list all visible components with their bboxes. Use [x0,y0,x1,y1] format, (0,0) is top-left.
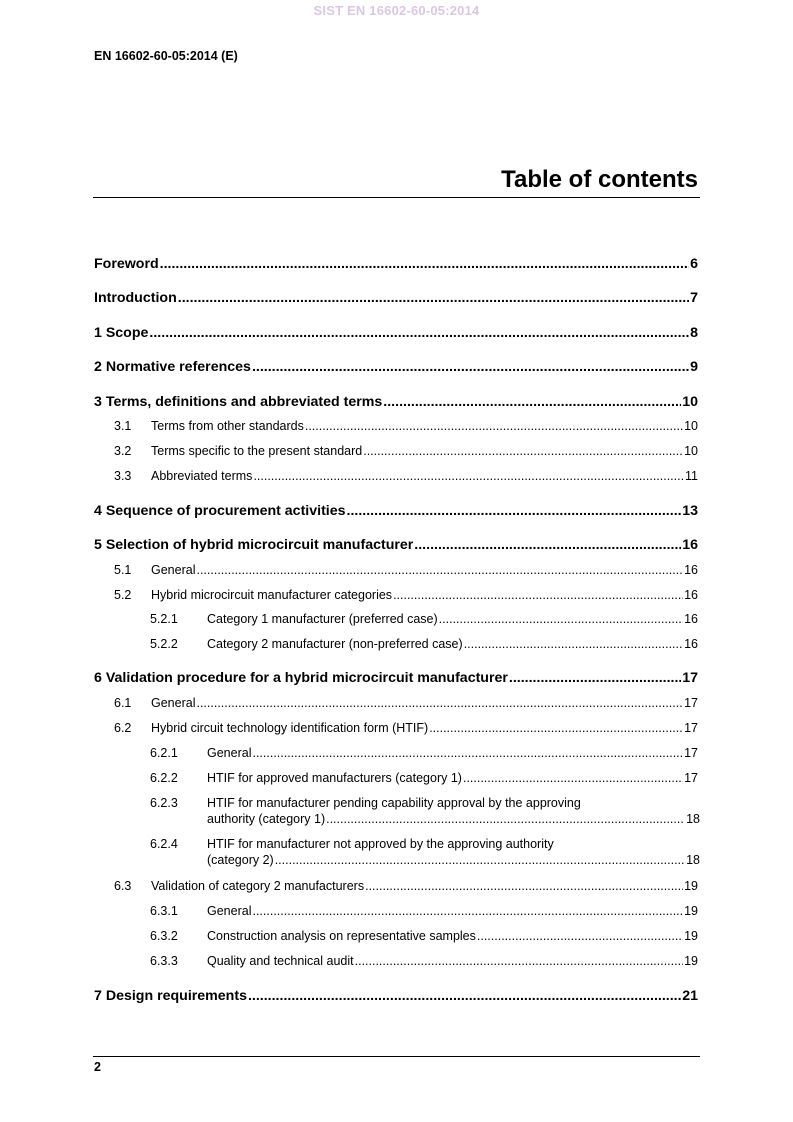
toc-entry-selection[interactable] [0,537,793,553]
page-title: Table of contents [501,166,698,193]
title-divider [93,197,700,198]
dot-leader [196,696,683,710]
toc-entry-page: 17 [684,746,698,760]
toc-entry-label: General [151,563,196,577]
toc-entry-page: 6 [690,256,698,272]
dot-leader [414,537,681,553]
toc-entry-page: 16 [684,612,698,626]
toc-entry-number: 6.2.2 [150,771,178,785]
toc-entry-6-3-2[interactable] [0,929,793,943]
toc-entry-page: 9 [690,359,698,375]
toc-entry-page: 18 [686,812,700,826]
toc-entry-label: Introduction [94,290,177,306]
dot-leader [383,394,681,410]
toc-entry-6-2-1[interactable] [0,746,793,760]
toc-entry-3-3[interactable] [0,469,793,483]
toc-entry-label-line1: HTIF for manufacturer pending capability approval by the approving [207,796,581,810]
toc-entry-3-2[interactable] [0,444,793,458]
toc-entry-page: 19 [684,954,698,968]
dot-leader [509,670,681,686]
toc-entry-3-1[interactable] [0,419,793,433]
toc-entry-normative-references[interactable] [0,359,793,375]
toc-entry-6-1[interactable] [0,696,793,710]
toc-entry-page: 7 [690,290,698,306]
toc-entry-page: 16 [682,537,698,553]
toc-entry-6-2[interactable] [0,721,793,735]
toc-entry-6-2-2[interactable] [0,771,793,785]
page-number: 2 [94,1060,101,1074]
toc-entry-number: 6.2.1 [150,746,178,760]
dot-leader [365,879,683,893]
toc-entry-label: Abbreviated terms [151,469,253,483]
toc-entry-label-line2: authority (category 1) [207,812,326,826]
toc-entry-number: 6.3 [114,879,132,893]
toc-entry-page: 8 [690,325,698,341]
toc-entry-page: 18 [686,853,700,867]
dot-leader [439,612,683,626]
dot-leader [196,563,683,577]
toc-entry-label: 6 Validation procedure for a hybrid microcircuit manufacturer [94,670,508,686]
toc-entry-page: 10 [684,419,698,433]
toc-entry-page: 19 [684,904,698,918]
toc-entry-label: HTIF for approved manufacturers (category 1) [207,771,462,785]
dot-leader [347,503,682,519]
toc-entry-page: 16 [684,563,698,577]
toc-entry-label: Terms from other standards [151,419,304,433]
toc-entry-label-line2: (category 2) [207,853,274,867]
toc-entry-number: 6.2.3 [150,796,178,810]
toc-entry-page: 17 [684,696,698,710]
toc-entry-label: Hybrid circuit technology identification form (HTIF) [151,721,429,735]
dot-leader [160,256,689,272]
toc-entry-label: 7 Design requirements [94,988,247,1004]
toc-entry-label: General [207,904,252,918]
toc-entry-number: 6.3.3 [150,954,178,968]
toc-entry-5-1[interactable] [0,563,793,577]
dot-leader [463,771,683,785]
toc-entry-label: Validation of category 2 manufacturers [151,879,365,893]
toc-entry-number: 6.2 [114,721,132,735]
dot-leader [464,637,683,651]
toc-entry-scope[interactable] [0,325,793,341]
toc-entry-foreword[interactable] [0,256,793,272]
dot-leader [429,721,683,735]
toc-entry-label: Terms specific to the present standard [151,444,363,458]
toc-entry-6-3[interactable] [0,879,793,893]
toc-entry-label: Quality and technical audit [207,954,354,968]
toc-entry-number: 6.1 [114,696,132,710]
toc-entry-introduction[interactable] [0,290,793,306]
dot-leader [305,419,683,433]
toc-entry-label: 1 Scope [94,325,149,341]
toc-entry-5-2[interactable] [0,588,793,602]
toc-entry-validation[interactable] [0,670,793,686]
dot-leader [275,853,685,867]
dot-leader [253,469,684,483]
toc-entry-number: 5.2 [114,588,132,602]
toc-entry-page: 17 [684,721,698,735]
dot-leader [248,988,681,1004]
toc-entry-page: 19 [684,929,698,943]
dot-leader [252,359,689,375]
toc-entry-page: 21 [682,988,698,1004]
toc-entry-page: 13 [682,503,698,519]
toc-entry-label: 3 Terms, definitions and abbreviated terms [94,394,383,410]
dot-leader [252,746,683,760]
toc-entry-number: 3.2 [114,444,132,458]
document-code: EN 16602-60-05:2014 (E) [94,49,238,63]
toc-entry-label: General [151,696,196,710]
toc-entry-6-3-1[interactable] [0,904,793,918]
toc-entry-label: Hybrid microcircuit manufacturer categories [151,588,393,602]
toc-entry-label: Construction analysis on representative samples [207,929,476,943]
toc-entry-number: 5.1 [114,563,132,577]
toc-entry-label: 2 Normative references [94,359,251,375]
toc-entry-terms[interactable] [0,394,793,410]
toc-entry-label: Category 1 manufacturer (preferred case) [207,612,438,626]
toc-entry-label-line1: HTIF for manufacturer not approved by the approving authority [207,837,554,851]
toc-entry-page: 10 [684,444,698,458]
toc-entry-5-2-1[interactable] [0,612,793,626]
footer-divider [93,1056,700,1057]
toc-entry-page: 19 [684,879,698,893]
watermark: SIST EN 16602-60-05:2014 [313,3,480,18]
toc-entry-page: 17 [684,771,698,785]
toc-entry-label: Foreword [94,256,159,272]
toc-entry-number: 3.3 [114,469,132,483]
toc-entry-number: 3.1 [114,419,132,433]
toc-entry-design-requirements[interactable] [0,988,793,1004]
toc-entry-number: 6.3.1 [150,904,178,918]
toc-entry-number: 6.3.2 [150,929,178,943]
toc-entry-number: 6.2.4 [150,837,178,851]
toc-entry-label: 5 Selection of hybrid microcircuit manufacturer [94,537,414,553]
toc-entry-number: 5.2.2 [150,637,178,651]
dot-leader [149,325,689,341]
toc-entry-label: Category 2 manufacturer (non-preferred case) [207,637,463,651]
toc-entry-5-2-2[interactable] [0,637,793,651]
dot-leader [477,929,683,943]
toc-entry-page: 11 [685,469,698,483]
dot-leader [363,444,683,458]
dot-leader [178,290,689,306]
toc-entry-label: 4 Sequence of procurement activities [94,503,346,519]
toc-entry-page: 16 [684,588,698,602]
toc-entry-6-3-3[interactable] [0,954,793,968]
toc-entry-page: 16 [684,637,698,651]
toc-entry-procurement[interactable] [0,503,793,519]
toc-entry-label: General [207,746,252,760]
dot-leader [355,954,683,968]
dot-leader [393,588,683,602]
dot-leader [252,904,683,918]
toc-entry-page: 17 [682,670,698,686]
dot-leader [326,812,685,826]
toc-entry-page: 10 [682,394,698,410]
toc-entry-number: 5.2.1 [150,612,178,626]
